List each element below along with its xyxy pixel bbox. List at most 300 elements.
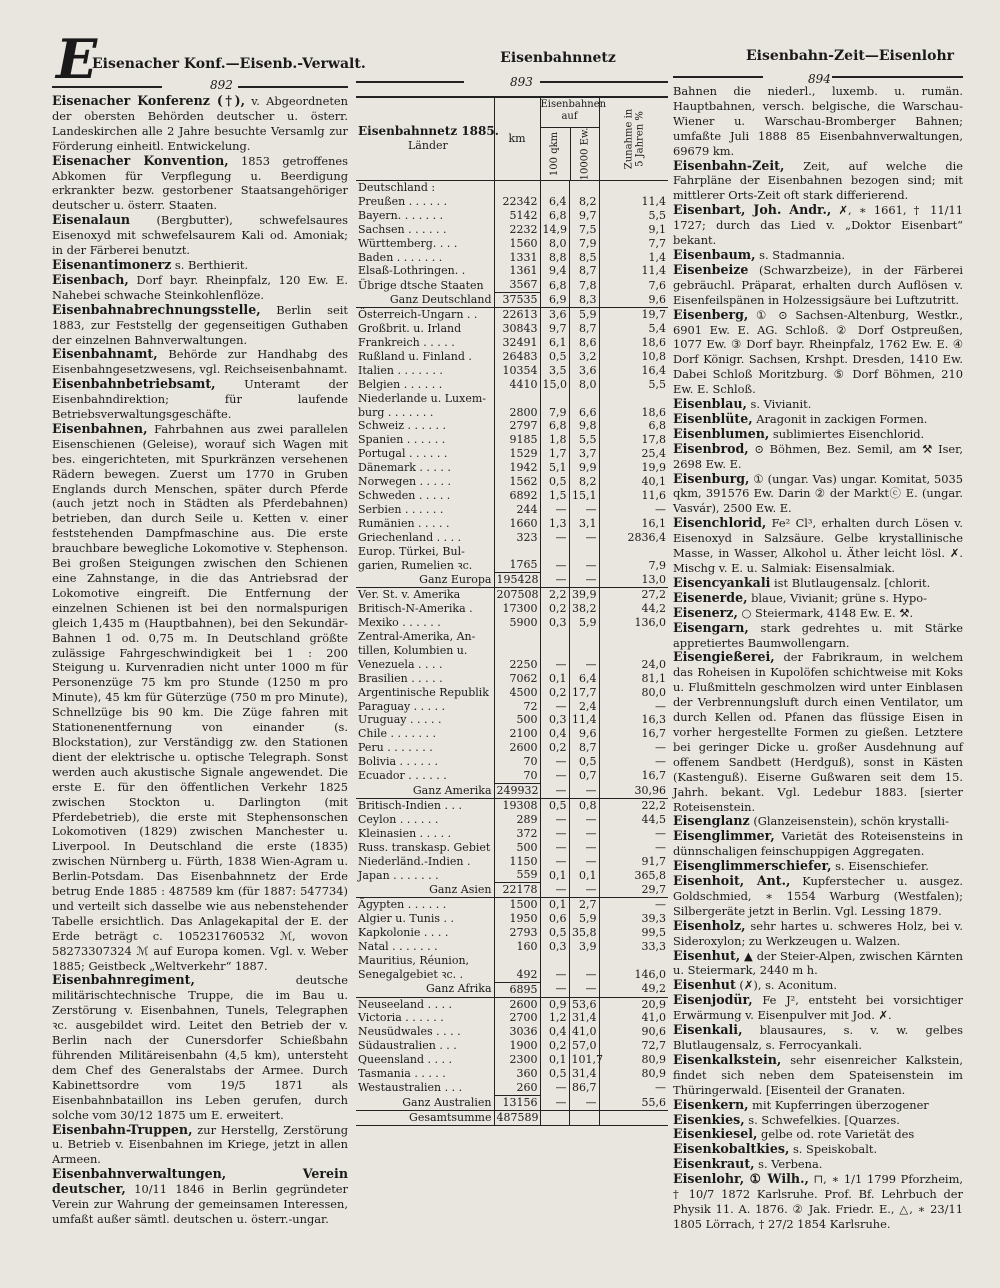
per-area-cell: — [540,769,569,783]
km-cell: 1361 [494,264,540,278]
per-population-cell: 0,8 [569,798,599,812]
table-row [356,616,668,630]
km-cell: 2600 [494,997,540,1011]
per-population-cell: 5,5 [569,433,599,447]
per-area-cell: — [540,531,569,545]
km-cell: 2797 [494,419,540,433]
country-cell: Niederlande u. Luxem- [356,392,494,406]
country-cell: Elsaß-Lothringen. . [356,264,494,278]
entry-headword: Eisenholz, [673,917,746,933]
dictionary-entry [673,203,963,248]
entry-headword: Eisengarn, [673,619,749,635]
header-rule-center [356,81,464,83]
table-row [356,558,668,572]
table-row [356,769,668,783]
growth-cell: — [655,502,666,516]
country-cell: tillen, Kolumbien u. [356,644,494,658]
per-area-cell: 0,5 [540,798,569,812]
per-area-cell: 8,8 [540,251,569,265]
table-row [356,1025,668,1039]
entry-text: s. Berthierit. [171,257,249,272]
dictionary-entry [673,576,963,591]
per-10000ew-header: 10000 Ew. [579,127,591,180]
growth-cell: 72,7 [641,1039,666,1053]
km-cell: 1950 [494,912,540,926]
per-area-cell: 6,8 [540,209,569,223]
entry-headword: Eisenkies, [673,1111,745,1127]
dictionary-entry [673,427,963,442]
table-total-row [356,573,668,588]
dictionary-entry [673,263,963,308]
km-cell: 1660 [494,517,540,531]
entry-text: 1853 getroffenes Abkomen für Verpflegung u. Beerdigung erkrankter bezw. gestorbener Staatsangehöriger deutscher u. österr. Staaten. [52,153,348,213]
entry-text: ▲ der Steier-Alpen, zwischen Kärnten u. Steiermark, 2440 m h. [673,948,963,978]
entry-text: s. Vivianit. [746,397,812,412]
km-cell [494,181,540,195]
growth-cell: 55,6 [599,1095,668,1110]
entry-headword: Eisenbahnamt, [52,346,158,362]
entry-text: sublimiertes Eisenchlorid. [769,426,925,441]
per-population-cell [569,954,599,968]
per-area-cell: 1,3 [540,517,569,531]
entry-text: ⊙ Böhmen, Bez. Semil, am ⚒ Iser, 2698 Ew. E. [673,441,963,471]
per-area-cell: — [540,841,569,855]
per-area-cell: 0,2 [540,741,569,755]
growth-cell: 27,2 [641,588,666,602]
table-row [356,827,668,841]
km-cell: 6892 [494,489,540,503]
per-area-cell: 6,9 [540,293,569,308]
table-grand-total-row [356,1110,668,1125]
growth-cell: 91,7 [641,854,666,868]
growth-cell: 90,6 [641,1025,666,1039]
km-cell: 4500 [494,686,540,700]
per-population-cell: 8,2 [569,195,599,209]
table-title: Eisenbahnnetz 1885. [358,124,499,139]
km-cell: 19308 [494,798,540,812]
entry-headword: Eisenburg, [673,470,750,486]
growth-cell: 136,0 [634,616,666,630]
entry-text: Dorf bayr. Rheinpfalz, 120 Ew. E. Nahebei schwache Steinkohlenflöze. [52,272,348,302]
km-cell: 249932 [494,783,540,798]
country-cell: Spanien . . . . . . [356,433,494,447]
km-cell: 13156 [494,1095,540,1110]
entry-headword: Eisenbrod, [673,440,749,456]
dictionary-entry [52,94,348,154]
growth-cell: 16,1 [641,516,666,530]
dictionary-entry [673,84,963,159]
entry-text: zur Herstellg, Zerstörung u. Betrieb v. Eisenbahnen im Kriege, jetzt in allen Armeen. [52,1122,348,1167]
dictionary-entry [673,993,963,1023]
per-population-cell: 7,5 [569,223,599,237]
dictionary-entry [673,621,963,651]
country-cell: Ganz Europa [356,573,494,588]
per-area-cell: 15,0 [540,378,569,392]
header-rule-left-2 [238,86,348,88]
per-area-cell: — [540,883,569,898]
entry-text: Fahrbahnen aus zwei parallelen Eisenschienen (Geleise), worauf sich Wagen mit bes. eingerichteten, mit Spurkränzen versehenen Rädern bewegen. Zuerst um 1770 in Gruben Englands durch Menschen, später durch Pferde (auch jetzt noch in Städten als Pferdebahnen) betrieben, dan durch Seile u. Ketten v. einer feststehenden Dampfmaschine aus. Die erste brauchbare bewegliche Lokomotive v. Stephenson. Bei großen Steigungen zwischen den Schienen eine Zahnstange, in die das Antriebsrad der Lokomotive eingreift. Die Entfernung der einzelnen Schienen ist bei den normalspurigen gleich 1,435 m (Hauptbahnen), bei den Sekundär-Bahnen 1 od. 0,75 m. In Deutschland größte zulässige Fahrgeschwindigkeit bei 1 : 200 Steigung u. Kurvenradien nicht unter 1000 m für Personenzüge 75 km pro Stunde (1250 m pro Minute), 45 km für Güterzüge (750 m pro Minute), Schnellzüge bis 90 km. Die Züge fahren mit Stationenentfernung von einander (s. Blockstation), zur Verständigg zw. den Stationen dient der elektrische u. optische Telegraph. Sonst werden auch akustische Signale angewendet. Die erste E. für den öffentlichen Verkehr 1825 zwischen Stockton u. Darlington (mit Pferdebetrieb), die erste mit Stephensonschen Lokomotiven (1829) zwischen Manchester u. Liverpool. In Deutschland die erste (1835) zwischen Nürnberg u. Fürth, 1838 Wien-Agram u. Berlin-Potsdam. Das Eisenbahnnetz der Erde betrug Ende 1885 : 487589 km (für 1887: 547734) und verteilt sich dasselbe wie aus nebenstehender Tabelle ersichtlich. Das Anlagekapital der E. der Erde beträgt c. 105231760532 ℳ, wovon 58273307324 ℳ auf Europa komen. Vgl. v. Weber 1885; Geistbeck „Weltverkehr“ 1887. [52,421,348,973]
country-cell: Japan . . . . . . . [356,868,494,882]
entry-headword: Eisenbahnbetriebsamt, [52,376,216,392]
km-column-header: km [494,97,540,181]
per-area-cell [540,181,569,195]
per-population-cell: 41,0 [569,1025,599,1039]
per-population-cell: 6,6 [569,406,599,420]
per-population-cell: — [569,1095,599,1110]
country-cell: Übrige dtsche Staaten [356,278,494,292]
country-cell: Neuseeland . . . . [356,997,494,1011]
dictionary-entry [52,303,348,348]
growth-cell: 9,6 [599,293,668,308]
country-cell: Russ. transkasp. Gebiet [356,841,494,855]
center-running-head: Eisenbahnnetz [500,50,616,66]
per-area-cell: 0,5 [540,1067,569,1081]
growth-cell: — [655,898,666,912]
growth-cell: 16,7 [641,727,666,741]
km-cell: 492 [494,968,540,982]
per-area-cell: 0,5 [540,475,569,489]
per-population-cell: 0,1 [569,868,599,882]
km-cell: 22613 [494,308,540,322]
growth-cell: 39,3 [641,912,666,926]
table-row [356,588,668,602]
table-row [356,1081,668,1095]
table-row [356,419,668,433]
entry-headword: Eisenbart, Joh. Andr., [673,202,832,218]
per-area-cell: 0,1 [540,672,569,686]
per-area-cell: — [540,813,569,827]
growth-cell: 2836,4 [627,530,666,544]
entry-headword: Eisenbahnabrechnungsstelle, [52,301,261,317]
table-row [356,727,668,741]
km-cell: 323 [494,531,540,545]
per-area-cell: — [540,558,569,572]
dictionary-entry [52,273,348,303]
table-row [356,251,668,265]
per-area-cell: — [540,503,569,517]
table-row [356,531,668,545]
dictionary-entry [673,874,963,919]
per-population-cell: 35,8 [569,926,599,940]
entry-headword: Eisenbahnregiment, [52,972,195,988]
entry-text: ✗, ∗ 1661, † 11/11 1727; durch das Lied v. „Doktor Eisenbart“ bekant. [673,203,963,248]
km-cell: 17300 [494,602,540,616]
table-row [356,181,668,195]
per-population-cell [569,644,599,658]
per-population-cell: 101,7 [569,1053,599,1067]
table-row [356,798,668,812]
entry-text: v. Abgeordneten der obersten Behörden deutscher u. österr. Landeskirchen alle 2 Jahre besuchte Versamlg zur Förderung einheitl. Entwickelung. [52,94,348,153]
dictionary-entry [52,154,348,214]
table-row [356,447,668,461]
table-row [356,741,668,755]
per-area-cell: 0,1 [540,1053,569,1067]
country-cell: Ganz Amerika [356,783,494,798]
growth-cell: 29,7 [599,883,668,898]
km-cell: 9185 [494,433,540,447]
per-population-cell: 17,7 [569,686,599,700]
entry-headword: Eisenbahn-Zeit, [673,157,785,173]
left-running-head: Eisenacher Konf.—Eisenb.-Verwalt. [92,56,366,72]
table-body [356,181,668,1126]
entry-headword: Eisenjodür, [673,992,753,1008]
dictionary-entry [673,606,963,621]
growth-cell: 80,0 [641,685,666,699]
entry-text: Behörde zur Handhabg des Eisenbahngesetzwesens, vgl. Reichseisenbahnamt. [52,347,348,377]
per-area-cell: 7,9 [540,406,569,420]
per-area-cell: — [540,783,569,798]
per-population-cell: 8,2 [569,475,599,489]
km-cell: 5142 [494,209,540,223]
entry-headword: Eisenblau, [673,396,747,412]
country-cell: Südaustralien . . . [356,1039,494,1053]
dictionary-entry [673,1172,963,1232]
per-population-cell: 8,7 [569,741,599,755]
table-row [356,503,668,517]
country-cell: Europ. Türkei, Bul- [356,545,494,559]
growth-cell: — [655,699,666,713]
table-row [356,489,668,503]
per-population-cell: — [569,558,599,572]
entry-headword: Eisenkobaltkies, [673,1141,790,1157]
per-population-cell: 3,7 [569,447,599,461]
growth-cell [599,954,668,968]
entry-headword: Eisenhut [673,977,736,993]
growth-cell: 11,4 [641,264,666,278]
entry-headword: Eisenacher Konvention, [52,152,229,168]
growth-cell: 80,9 [641,1053,666,1067]
growth-column-label: Zunahme in 5 Jahren % [622,108,645,170]
table-row [356,223,668,237]
railway-statistics-table [356,96,668,1126]
entry-text: Varietät des Roteisensteins in dünnschaligen feinschuppigen Aggregaten. [673,829,963,859]
km-cell: 2800 [494,406,540,420]
entry-headword: Eisenhut, [673,947,741,963]
dictionary-entry [52,1167,348,1227]
entry-text: Unteramt der Eisenbahndirektion; für laufende Betriebsverwaltungsgeschäfte. [52,377,348,422]
per-population-cell [569,181,599,195]
km-cell: 1560 [494,237,540,251]
entry-text: mit Kupferringen überzogener [748,1097,929,1112]
per-area-cell: — [540,855,569,869]
header-rule-right-2 [832,76,963,78]
table-row [356,378,668,392]
per-population-cell: 6,4 [569,672,599,686]
growth-cell: 16,4 [641,363,666,377]
country-cell: Sachsen . . . . . . [356,223,494,237]
per-population-cell [569,392,599,406]
growth-cell: 6,8 [648,419,666,433]
per-population-cell: 2,7 [569,898,599,912]
km-cell: 2232 [494,223,540,237]
km-cell: 6895 [494,982,540,997]
entry-headword: Eisenglanz [673,813,750,829]
per-population-cell: 31,4 [569,1067,599,1081]
country-cell: Schweden . . . . . [356,489,494,503]
entry-headword: Eisenkraut, [673,1156,755,1172]
section-letter: E [56,27,96,91]
per-area-cell: 6,4 [540,195,569,209]
table-row [356,264,668,278]
page-number-left: 892 [210,78,233,92]
growth-cell: 7,6 [648,278,666,292]
growth-cell: 7,7 [648,236,666,250]
per-area-cell: 0,2 [540,686,569,700]
dictionary-entry [52,422,348,974]
entry-text: sehr hartes u. schweres Holz, bei v. Sideroxylon; zu Werkzeugen u. Walzen. [673,918,963,948]
table-row [356,630,668,644]
dictionary-entry [673,1053,963,1098]
table-total-row [356,293,668,308]
table-row [356,700,668,714]
per-area-cell: 6,8 [540,419,569,433]
entry-text: deutsche militärischtechnische Truppe, die im Bau u. Zerstörung v. Eisenbahnen, Tunels, Telegraphen ꝛc. ausgebildet wird. Leitet den Betrieb der v. Berlin nach der Cunersdorfer Schießbahn führenden Militäreisenbahn (4,5 km), untersteht dem Chef des Generalstabs der Armee. Durch Kabinettsordre vom 19/5 1871 als Eisenbahnbataillon ins Leben gerufen, durch solche vom 30/12 1875 um E. erweitert. [52,973,348,1122]
per-population-cell: 9,8 [569,419,599,433]
country-cell: Großbrit. u. Irland [356,322,494,336]
entry-text: blausaures, s. v. w. gelbes Blutlaugensalz, s. Ferrocyankali. [673,1023,963,1052]
page-header [40,28,970,92]
km-cell: 160 [494,940,540,954]
table-row [356,940,668,954]
per-area-cell: 6,8 [540,278,569,292]
dictionary-entry [673,516,963,576]
dictionary-entry [52,1123,348,1168]
growth-cell: 7,9 [648,558,666,572]
km-cell: 1765 [494,558,540,572]
growth-cell: 18,6 [641,405,666,419]
per-area-cell: 2,2 [540,588,569,602]
km-cell: 289 [494,813,540,827]
per-population-cell: 9,6 [569,727,599,741]
growth-cell: — [655,755,666,769]
per-area-cell: 0,1 [540,868,569,882]
per-population-cell: 39,9 [569,588,599,602]
per-area-cell: 9,4 [540,264,569,278]
km-cell: 22342 [494,195,540,209]
table-total-row [356,982,668,997]
dictionary-entry [673,308,963,397]
dictionary-entry [52,258,348,273]
country-cell: Tasmania . . . . . [356,1067,494,1081]
country-cell: Frankreich . . . . . [356,336,494,350]
per-population-cell: 7,9 [569,237,599,251]
entry-headword: Eisenbach, [52,271,129,287]
km-cell: 3567 [494,278,540,292]
per-area-cell: 0,6 [540,912,569,926]
table-row [356,392,668,406]
per-population-cell [569,630,599,644]
km-cell: 559 [494,868,540,882]
dictionary-entry [673,949,963,979]
entry-headword: Eisenblüte, [673,410,753,426]
per-area-cell [540,545,569,559]
per-area-cell: 0,5 [540,926,569,940]
dictionary-entry [52,973,348,1122]
km-cell: 195428 [494,573,540,588]
country-cell: Zentral-Amerika, An- [356,630,494,644]
entry-headword: Eisenglimmerschiefer, [673,858,832,874]
country-cell: Dänemark . . . . . [356,461,494,475]
km-cell [494,630,540,644]
country-cell: Queensland . . . . [356,1053,494,1067]
entry-text: s. Eisenschiefer. [831,859,929,874]
entry-headword: Eisenbahnen, [52,420,148,436]
table-row [356,364,668,378]
country-cell: Brasilien . . . . . [356,672,494,686]
table-row [356,1053,668,1067]
dictionary-entry [673,814,963,829]
growth-cell: 18,6 [641,335,666,349]
km-cell: 244 [494,503,540,517]
dictionary-entry [673,159,963,204]
entry-headword: Eisenerde, [673,589,748,605]
growth-cell: 19,7 [641,308,666,322]
dictionary-entry [673,1127,963,1142]
per-area-cell [540,1110,569,1125]
country-cell: Ägypten . . . . . . [356,898,494,912]
per-population-cell: 3,1 [569,517,599,531]
table-row [356,672,668,686]
per-area-cell: 14,9 [540,223,569,237]
per-population-cell: — [569,503,599,517]
km-cell: 26483 [494,350,540,364]
country-cell: Bolivia . . . . . . [356,755,494,769]
table-row [356,926,668,940]
country-cell: Ganz Deutschland [356,293,494,308]
table-row [356,406,668,420]
country-cell: Ganz Australien [356,1095,494,1110]
table-row [356,841,668,855]
dictionary-entry [673,919,963,949]
country-cell: Ver. St. v. Amerika [356,588,494,602]
entry-headword: Eisenchlorid, [673,515,767,531]
country-cell: Kapkolonie . . . . [356,926,494,940]
country-cell: Württemberg. . . . [356,237,494,251]
km-cell: 2793 [494,926,540,940]
km-cell: 2100 [494,727,540,741]
km-cell: 22178 [494,883,540,898]
per-population-cell: — [569,573,599,588]
per-area-cell: 8,0 [540,237,569,251]
km-cell: 487589 [494,1110,540,1125]
entry-text: 10/11 1846 in Berlin gegründeter Verein zur Wahrung der gemeinsamen Interessen, umfaßt außer sämtl. deutschen u. österr.-ungar. [52,1182,348,1226]
dictionary-entry [673,248,963,263]
table-row [356,898,668,912]
per-population-cell: 38,2 [569,602,599,616]
per-population-cell: 8,6 [569,336,599,350]
km-cell: 500 [494,841,540,855]
km-cell: 70 [494,755,540,769]
entry-text: stark gedrehtes u. mit Stärke appretiertes Baumwollengarn. [673,620,963,650]
entry-text: ⊓, ∗ 1/1 1799 Pforzheim, † 10/7 1872 Karlsruhe. Prof. Bf. Lehrbuch der Physik 11. A. 1876. ② Jak. Friedr. E., △, ∗ 23/11 1805 Lörrach, † 27/2 1854 Karlsruhe. [673,1172,963,1231]
entry-headword: Eisenkiesel, [673,1126,758,1142]
table-row [356,658,668,672]
dictionary-entry [52,213,348,258]
per-population-cell: — [569,531,599,545]
entry-headword: Eisenalaun [52,212,131,228]
growth-cell: 5,4 [648,322,666,336]
per-area-cell: 9,7 [540,322,569,336]
per-area-cell: — [540,755,569,769]
growth-cell: 10,8 [641,349,666,363]
country-cell: Österreich-Ungarn . . [356,308,494,322]
per-population-cell: 0,7 [569,769,599,783]
entry-text: der Fabrikraum, in welchem das Roheisen in Kupolöfen schichtweise mit Koks u. Flußmitteln geschmolzen wird unter Einblasen der Verbrennungsluft durch einen Ventilator, um durch Kellen od. Pfanen das flüssige Eisen in vorher hergestellte Formen zu gießen. Letztere bei geringer Dicke u. großer Ausdehnung auf offenem Sandbett (Herdguß), sonst in Kästen (Kastenguß). Eiserne Gußwaren seit dem 15. Jahrh. bekant. Vgl. Ledebur 1883. [sierter Roteisenstein. [673,650,963,814]
country-cell: Rumänien . . . . . [356,517,494,531]
growth-cell: 146,0 [634,968,666,981]
per-population-cell: 86,7 [569,1081,599,1095]
growth-cell: 41,0 [641,1011,666,1025]
